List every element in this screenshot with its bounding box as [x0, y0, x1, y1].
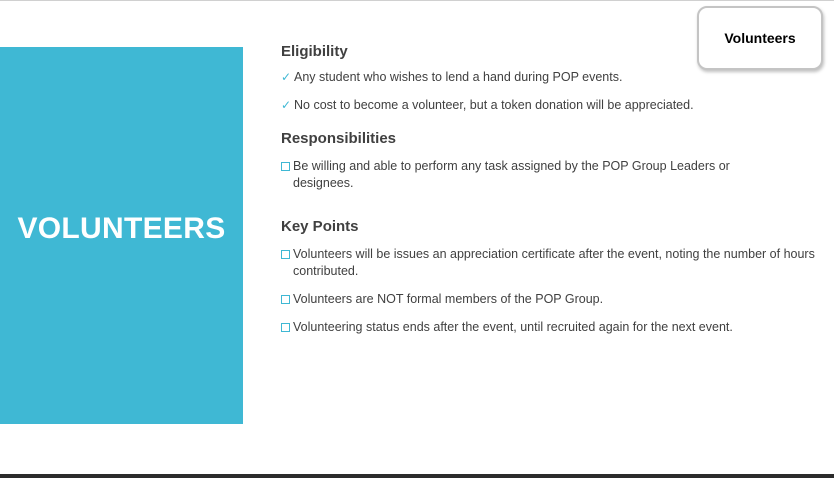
key-points-heading: Key Points — [281, 218, 359, 235]
list-item — [281, 291, 816, 308]
list-item-text: No cost to become a volunteer, but a token donation will be appreciated. — [294, 98, 694, 112]
list-item — [281, 319, 816, 336]
square-bullet-icon — [281, 323, 290, 332]
key-points-list — [281, 246, 816, 336]
check-icon: ✓ — [281, 98, 292, 112]
list-item-text: Volunteers will be issues an appreciation certificate after the event, noting the number of hours contributed. — [293, 247, 815, 278]
eligibility-heading: Eligibility — [281, 43, 348, 60]
list-item — [281, 246, 816, 280]
square-bullet-icon — [281, 162, 290, 171]
eligibility-list — [281, 69, 816, 114]
list-item — [281, 97, 816, 114]
side-panel — [0, 47, 243, 424]
bottom-border — [0, 474, 834, 478]
check-icon: ✓ — [281, 70, 292, 84]
list-item — [281, 69, 816, 86]
volunteers-tab-button[interactable]: Volunteers — [697, 6, 823, 70]
side-title: VOLUNTEERS — [17, 211, 226, 245]
content-area — [281, 41, 816, 336]
responsibilities-list — [281, 158, 816, 192]
responsibilities-heading: Responsibilities — [281, 130, 397, 147]
list-item — [281, 158, 816, 192]
list-item-text: Volunteering status ends after the event, until recruited again for the next event. — [293, 320, 733, 334]
square-bullet-icon — [281, 295, 290, 304]
list-item-text: Volunteers are NOT formal members of the POP Group. — [293, 292, 604, 306]
list-item-text: Any student who wishes to lend a hand during POP events. — [294, 70, 623, 84]
square-bullet-icon — [281, 250, 290, 259]
list-item-text: Be willing and able to perform any task assigned by the POP Group Leaders or designees. — [293, 159, 730, 190]
